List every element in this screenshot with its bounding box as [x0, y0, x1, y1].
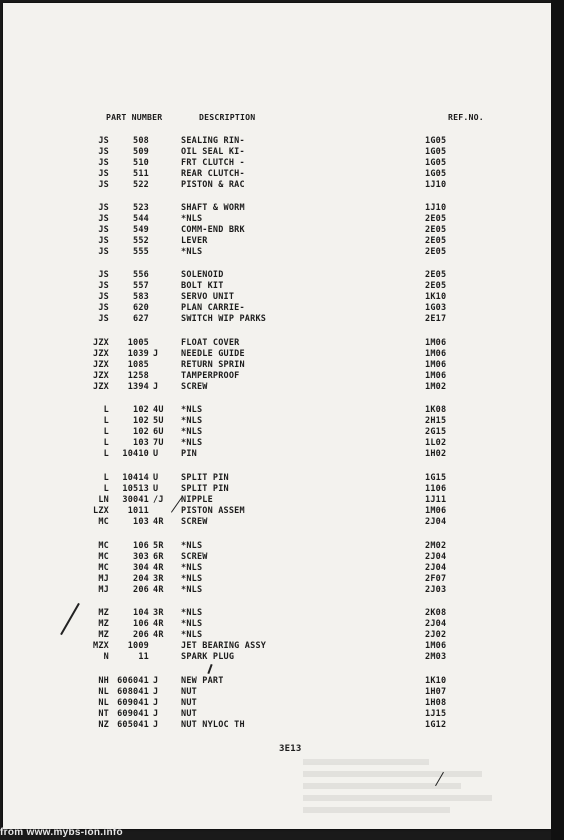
- part-number: 1009: [127, 641, 149, 651]
- part-suffix: /J: [153, 495, 164, 505]
- part-number: 10513: [122, 484, 149, 494]
- ref-number: 2E17: [425, 314, 447, 324]
- part-description: SHAFT & WORM: [181, 203, 245, 213]
- part-description: *NLS: [181, 619, 203, 629]
- part-description: SCREW: [181, 517, 208, 527]
- part-suffix: J: [153, 382, 159, 392]
- part-description: *NLS: [181, 405, 203, 415]
- part-number: 606041: [117, 676, 149, 686]
- ref-number: 1J11: [425, 495, 447, 505]
- part-description: BOLT KIT: [181, 281, 224, 291]
- part-description: NIPPLE: [181, 495, 213, 505]
- part-suffix: 4R: [153, 517, 164, 527]
- part-number: 206: [133, 630, 149, 640]
- part-prefix: JS: [98, 169, 109, 179]
- part-prefix: LN: [98, 495, 109, 505]
- part-description: SPLIT PIN: [181, 473, 229, 483]
- part-description: REAR CLUTCH-: [181, 169, 245, 179]
- part-description: OIL SEAL KI-: [181, 147, 245, 157]
- part-prefix: NT: [98, 709, 109, 719]
- part-description: SCREW: [181, 552, 208, 562]
- part-number: 106: [133, 541, 149, 551]
- part-prefix: JS: [98, 292, 109, 302]
- part-prefix: N: [103, 652, 109, 662]
- part-number: 609041: [117, 698, 149, 708]
- ref-number: 2J02: [425, 630, 447, 640]
- ref-number: 2M02: [425, 541, 447, 551]
- ref-number: 1M06: [425, 349, 447, 359]
- ref-number: 1H08: [425, 698, 447, 708]
- ref-number: 1G12: [425, 720, 447, 730]
- part-description: SOLENOID: [181, 270, 224, 280]
- part-number: 583: [133, 292, 149, 302]
- part-prefix: L: [103, 473, 109, 483]
- part-number: 509: [133, 147, 149, 157]
- part-prefix: NL: [98, 687, 109, 697]
- part-number: 1085: [127, 360, 149, 370]
- ref-number: 1J15: [425, 709, 447, 719]
- part-prefix: JZX: [93, 338, 109, 348]
- ref-number: 1L02: [425, 438, 447, 448]
- ref-number: 2E05: [425, 247, 447, 257]
- part-prefix: NH: [98, 676, 109, 686]
- part-prefix: MJ: [98, 574, 109, 584]
- ref-number: 2E05: [425, 214, 447, 224]
- ref-number: 1M06: [425, 338, 447, 348]
- ref-number: 1G05: [425, 169, 447, 179]
- part-suffix: J: [153, 709, 159, 719]
- part-description: SERVO UNIT: [181, 292, 235, 302]
- part-suffix: 5R: [153, 541, 164, 551]
- part-prefix: NL: [98, 698, 109, 708]
- part-number: 106: [133, 619, 149, 629]
- part-number: 11: [138, 652, 149, 662]
- part-number: 620: [133, 303, 149, 313]
- ref-number: 2M03: [425, 652, 447, 662]
- pen-mark: [60, 603, 80, 635]
- ref-number: 1106: [425, 484, 447, 494]
- part-suffix: J: [153, 720, 159, 730]
- part-prefix: JS: [98, 147, 109, 157]
- part-prefix: MJ: [98, 585, 109, 595]
- part-suffix: U: [153, 473, 159, 483]
- part-description: NUT: [181, 709, 197, 719]
- part-description: NUT NYLOC TH: [181, 720, 245, 730]
- ref-number: 1H02: [425, 449, 447, 459]
- part-description: NEW PART: [181, 676, 224, 686]
- part-description: NUT: [181, 698, 197, 708]
- header-ref-no: REF.NO.: [448, 112, 484, 122]
- ref-number: 2J03: [425, 585, 447, 595]
- part-suffix: 5U: [153, 416, 164, 426]
- part-description: *NLS: [181, 608, 203, 618]
- part-prefix: JS: [98, 180, 109, 190]
- part-suffix: U: [153, 484, 159, 494]
- part-number: 1039: [127, 349, 149, 359]
- ref-number: 2E05: [425, 236, 447, 246]
- part-prefix: JS: [98, 303, 109, 313]
- ref-number: 2F07: [425, 574, 447, 584]
- part-suffix: 6U: [153, 427, 164, 437]
- part-suffix: 4R: [153, 585, 164, 595]
- ref-number: 1G05: [425, 147, 447, 157]
- part-number: 10414: [122, 473, 149, 483]
- ref-number: 1G15: [425, 473, 447, 483]
- part-number: 544: [133, 214, 149, 224]
- part-number: 605041: [117, 720, 149, 730]
- parts-list-page: [3, 3, 551, 829]
- part-prefix: JZX: [93, 371, 109, 381]
- part-suffix: 3R: [153, 574, 164, 584]
- part-number: 609041: [117, 709, 149, 719]
- part-suffix: 3R: [153, 608, 164, 618]
- part-number: 103: [133, 517, 149, 527]
- ref-number: 1M06: [425, 360, 447, 370]
- part-prefix: JS: [98, 236, 109, 246]
- part-number: 206: [133, 585, 149, 595]
- part-description: SEALING RIN-: [181, 136, 245, 146]
- ref-number: 1M02: [425, 382, 447, 392]
- ref-number: 1M06: [425, 506, 447, 516]
- ref-number: 1H07: [425, 687, 447, 697]
- part-description: SPARK PLUG: [181, 652, 235, 662]
- part-description: TAMPERPROOF: [181, 371, 240, 381]
- part-number: 102: [133, 416, 149, 426]
- part-description: *NLS: [181, 247, 203, 257]
- part-description: FLOAT COVER: [181, 338, 240, 348]
- part-suffix: J: [153, 698, 159, 708]
- part-prefix: JZX: [93, 382, 109, 392]
- ref-number: 1K08: [425, 405, 447, 415]
- part-description: JET BEARING ASSY: [181, 641, 267, 651]
- part-description: COMM-END BRK: [181, 225, 245, 235]
- header-part-number: PART NUMBER: [106, 112, 163, 122]
- ref-number: 1J10: [425, 203, 447, 213]
- part-suffix: 4R: [153, 563, 164, 573]
- ref-number: 2H15: [425, 416, 447, 426]
- ref-number: 2E05: [425, 281, 447, 291]
- part-number: 523: [133, 203, 149, 213]
- part-prefix: L: [103, 405, 109, 415]
- part-description: LEVER: [181, 236, 208, 246]
- part-prefix: NZ: [98, 720, 109, 730]
- ref-number: 1G03: [425, 303, 447, 313]
- part-description: *NLS: [181, 416, 203, 426]
- page-number: 3E13: [279, 744, 302, 754]
- part-description: RETURN SPRIN: [181, 360, 245, 370]
- part-suffix: 7U: [153, 438, 164, 448]
- ref-number: 2E05: [425, 225, 447, 235]
- part-prefix: JS: [98, 225, 109, 235]
- part-prefix: L: [103, 416, 109, 426]
- part-number: 1011: [127, 506, 149, 516]
- ref-number: 2G15: [425, 427, 447, 437]
- part-number: 557: [133, 281, 149, 291]
- part-prefix: JS: [98, 214, 109, 224]
- part-description: *NLS: [181, 563, 203, 573]
- part-suffix: U: [153, 449, 159, 459]
- part-number: 204: [133, 574, 149, 584]
- footer-url: from www.mybs-ion.info: [0, 827, 123, 838]
- part-suffix: J: [153, 349, 159, 359]
- ref-number: 2E05: [425, 270, 447, 280]
- pen-mark: [207, 664, 212, 674]
- part-prefix: MC: [98, 517, 109, 527]
- part-description: NUT: [181, 687, 197, 697]
- header-description: DESCRIPTION: [199, 112, 256, 122]
- part-prefix: MZ: [98, 630, 109, 640]
- part-description: SCREW: [181, 382, 208, 392]
- part-prefix: MC: [98, 552, 109, 562]
- part-description: PIN: [181, 449, 197, 459]
- part-number: 303: [133, 552, 149, 562]
- part-suffix: J: [153, 687, 159, 697]
- part-number: 304: [133, 563, 149, 573]
- part-number: 608041: [117, 687, 149, 697]
- ref-number: 2J04: [425, 619, 447, 629]
- part-number: 1005: [127, 338, 149, 348]
- part-description: SWITCH WIP PARKS: [181, 314, 267, 324]
- part-number: 510: [133, 158, 149, 168]
- part-prefix: JS: [98, 203, 109, 213]
- part-number: 508: [133, 136, 149, 146]
- part-prefix: L: [103, 484, 109, 494]
- scan-edge: [551, 0, 564, 840]
- part-description: *NLS: [181, 574, 203, 584]
- part-description: *NLS: [181, 541, 203, 551]
- part-prefix: MZ: [98, 619, 109, 629]
- part-description: *NLS: [181, 585, 203, 595]
- part-prefix: JZX: [93, 360, 109, 370]
- part-number: 552: [133, 236, 149, 246]
- ref-number: 2J04: [425, 517, 447, 527]
- part-description: *NLS: [181, 427, 203, 437]
- part-number: 627: [133, 314, 149, 324]
- part-prefix: L: [103, 427, 109, 437]
- part-prefix: JS: [98, 247, 109, 257]
- part-description: *NLS: [181, 438, 203, 448]
- part-prefix: JS: [98, 270, 109, 280]
- ref-number: 1J10: [425, 180, 447, 190]
- part-number: 549: [133, 225, 149, 235]
- part-suffix: J: [153, 676, 159, 686]
- part-number: 30041: [122, 495, 149, 505]
- bleed-through-texture: [303, 753, 513, 813]
- part-prefix: MC: [98, 563, 109, 573]
- ref-number: 1K10: [425, 292, 447, 302]
- part-number: 555: [133, 247, 149, 257]
- part-description: NEEDLE GUIDE: [181, 349, 245, 359]
- ref-number: 2K08: [425, 608, 447, 618]
- part-number: 102: [133, 405, 149, 415]
- part-number: 10410: [122, 449, 149, 459]
- part-prefix: L: [103, 449, 109, 459]
- part-description: SPLIT PIN: [181, 484, 229, 494]
- part-number: 102: [133, 427, 149, 437]
- part-prefix: MC: [98, 541, 109, 551]
- part-description: PISTON ASSEM: [181, 506, 245, 516]
- ref-number: 2J04: [425, 552, 447, 562]
- part-description: *NLS: [181, 214, 203, 224]
- part-description: PLAN CARRIE-: [181, 303, 245, 313]
- part-suffix: 4U: [153, 405, 164, 415]
- part-number: 556: [133, 270, 149, 280]
- part-prefix: JS: [98, 136, 109, 146]
- part-description: FRT CLUTCH -: [181, 158, 245, 168]
- part-suffix: 4R: [153, 630, 164, 640]
- part-prefix: L: [103, 438, 109, 448]
- ref-number: 1M06: [425, 371, 447, 381]
- part-prefix: LZX: [93, 506, 109, 516]
- part-description: *NLS: [181, 630, 203, 640]
- part-number: 1258: [127, 371, 149, 381]
- part-prefix: JS: [98, 314, 109, 324]
- ref-number: 1K10: [425, 676, 447, 686]
- ref-number: 1M06: [425, 641, 447, 651]
- ref-number: 1G05: [425, 136, 447, 146]
- part-number: 511: [133, 169, 149, 179]
- part-prefix: JS: [98, 281, 109, 291]
- part-number: 103: [133, 438, 149, 448]
- part-prefix: JS: [98, 158, 109, 168]
- part-prefix: JZX: [93, 349, 109, 359]
- part-prefix: MZX: [93, 641, 109, 651]
- ref-number: 2J04: [425, 563, 447, 573]
- part-number: 104: [133, 608, 149, 618]
- part-number: 1394: [127, 382, 149, 392]
- part-prefix: MZ: [98, 608, 109, 618]
- part-suffix: 6R: [153, 552, 164, 562]
- part-number: 522: [133, 180, 149, 190]
- part-description: PISTON & RAC: [181, 180, 245, 190]
- ref-number: 1G05: [425, 158, 447, 168]
- part-suffix: 4R: [153, 619, 164, 629]
